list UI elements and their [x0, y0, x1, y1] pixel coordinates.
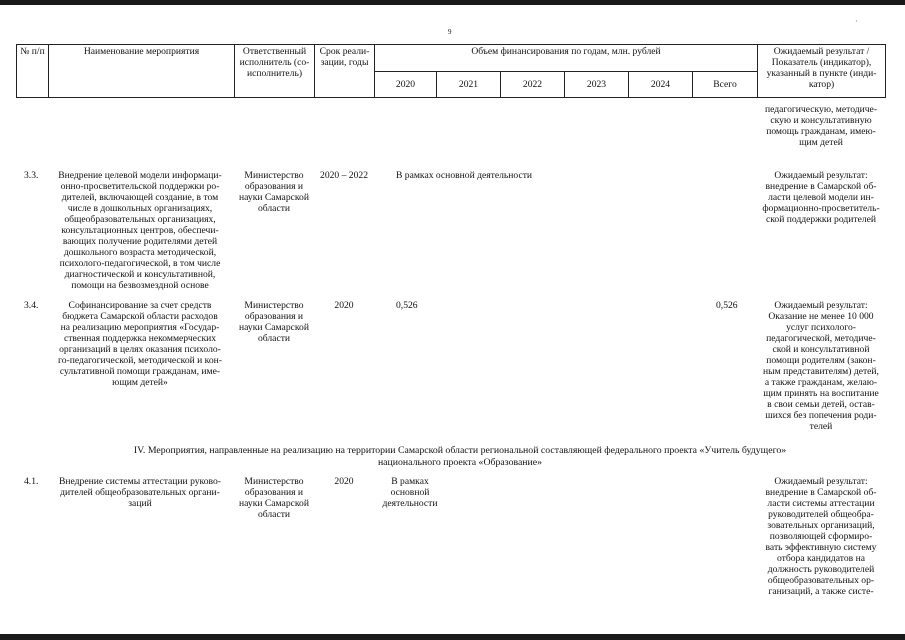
bottom-border	[0, 634, 905, 640]
header-executor: Ответственный исполнитель (со-исполнитель)	[235, 45, 315, 98]
header-year-2020: 2020	[375, 71, 437, 98]
section-iv-title: IV. Мероприятия, направленные на реализацию на территории Самарской области региональной составляющей федерального проекта «Учитель будущего» национального проекта «Образование»	[133, 445, 787, 468]
row-3-3-number: 3.3.	[24, 170, 39, 181]
row-4-1-result: Ожидаемый результат: внедрение в Самарской об- ласти системы аттестации руководителей общеобра- зовательных организаций, позволяющей сформиро- вать эффективную систему отбора кандидатов на должность руководителей общеобразовательных ор- ганизаций, а также систе-	[765, 476, 877, 597]
row-3-4-number: 3.4.	[24, 300, 39, 311]
page-number: 9	[448, 28, 452, 36]
header-year-2022: 2022	[501, 71, 565, 98]
row-3-4-value-2020: 0,526	[396, 300, 418, 311]
row-3-4-total: 0,526	[716, 300, 738, 311]
row-4-1-term: 2020	[334, 476, 354, 487]
header-term: Срок реали-зации, годы	[315, 45, 375, 98]
header-year-2024: 2024	[629, 71, 693, 98]
row-4-1-executor: Министерство образования и науки Самарской области	[239, 476, 309, 520]
row-3-3-term: 2020 – 2022	[320, 170, 368, 181]
table-header	[16, 44, 886, 98]
header-year-2023: 2023	[565, 71, 629, 98]
header-num: № п/п	[17, 45, 49, 98]
row-3-3-name: Внедрение целевой модели информаци- онно-просветительской поддержки ро- дителей, включающей создание, в том числе в дошкольных организациях, общеобразовательных организациях, консультационных центров, обеспечи- вающих получение родителями детей дошкольного возраста методической, психолого-педагогической, в том числе диагностической и консультативной, помощи на безвозмездной основе	[58, 170, 222, 291]
row-3-4-term: 2020	[334, 300, 354, 311]
row-3-3-funding-note: В рамках основной деятельности	[396, 170, 533, 181]
row-4-1-number: 4.1.	[24, 476, 39, 487]
scan-speck: ·	[855, 17, 858, 26]
row-3-4-executor: Министерство образования и науки Самарской области	[239, 300, 309, 344]
top-border	[0, 0, 905, 5]
row-4-1-funding-note: В рамках основной деятельности	[382, 476, 438, 509]
row-3-3-executor: Министерство образования и науки Самарской области	[239, 170, 309, 214]
row-3-4-name: Софинансирование за счет средств бюджета Самарской области расходов на реализацию мероприятия «Государ- ственная поддержка некоммерческих организаций в целях оказания психоло- го-педагогической, методической и кон- сультативной помощи гражданам, име- ющим детей»	[58, 300, 222, 388]
continued-result-text: педагогическую, методиче- скую и консультативную помощь гражданам, имею- щим детей	[764, 104, 878, 148]
row-4-1-name: Внедрение системы аттестации руково- дителей общеобразовательных органи- заций	[59, 476, 221, 509]
header-result: Ожидаемый результат / Показатель (индикатор), указанный в пункте (инди-катор)	[758, 45, 886, 98]
row-3-4-result: Ожидаемый результат: Оказание не менее 10 000 услуг психолого- педагогической, методиче- ской и консультативной помощи родителям (закон- ным представителям) детей, а также гражданам, желаю- щим принять на воспитание в свои семьи детей, остав- шихся без попечения роди- телей	[763, 300, 879, 432]
row-3-3-result: Ожидаемый результат: внедрение в Самарской об- ласти целевой модели ин- формационно-просветитель- ской поддержки родителей	[762, 170, 880, 225]
header-year-2021: 2021	[437, 71, 501, 98]
header-total: Всего	[693, 71, 758, 98]
header-funding: Объем финансирования по годам, млн. рублей	[375, 45, 758, 72]
header-name: Наименование мероприятия	[49, 45, 235, 98]
